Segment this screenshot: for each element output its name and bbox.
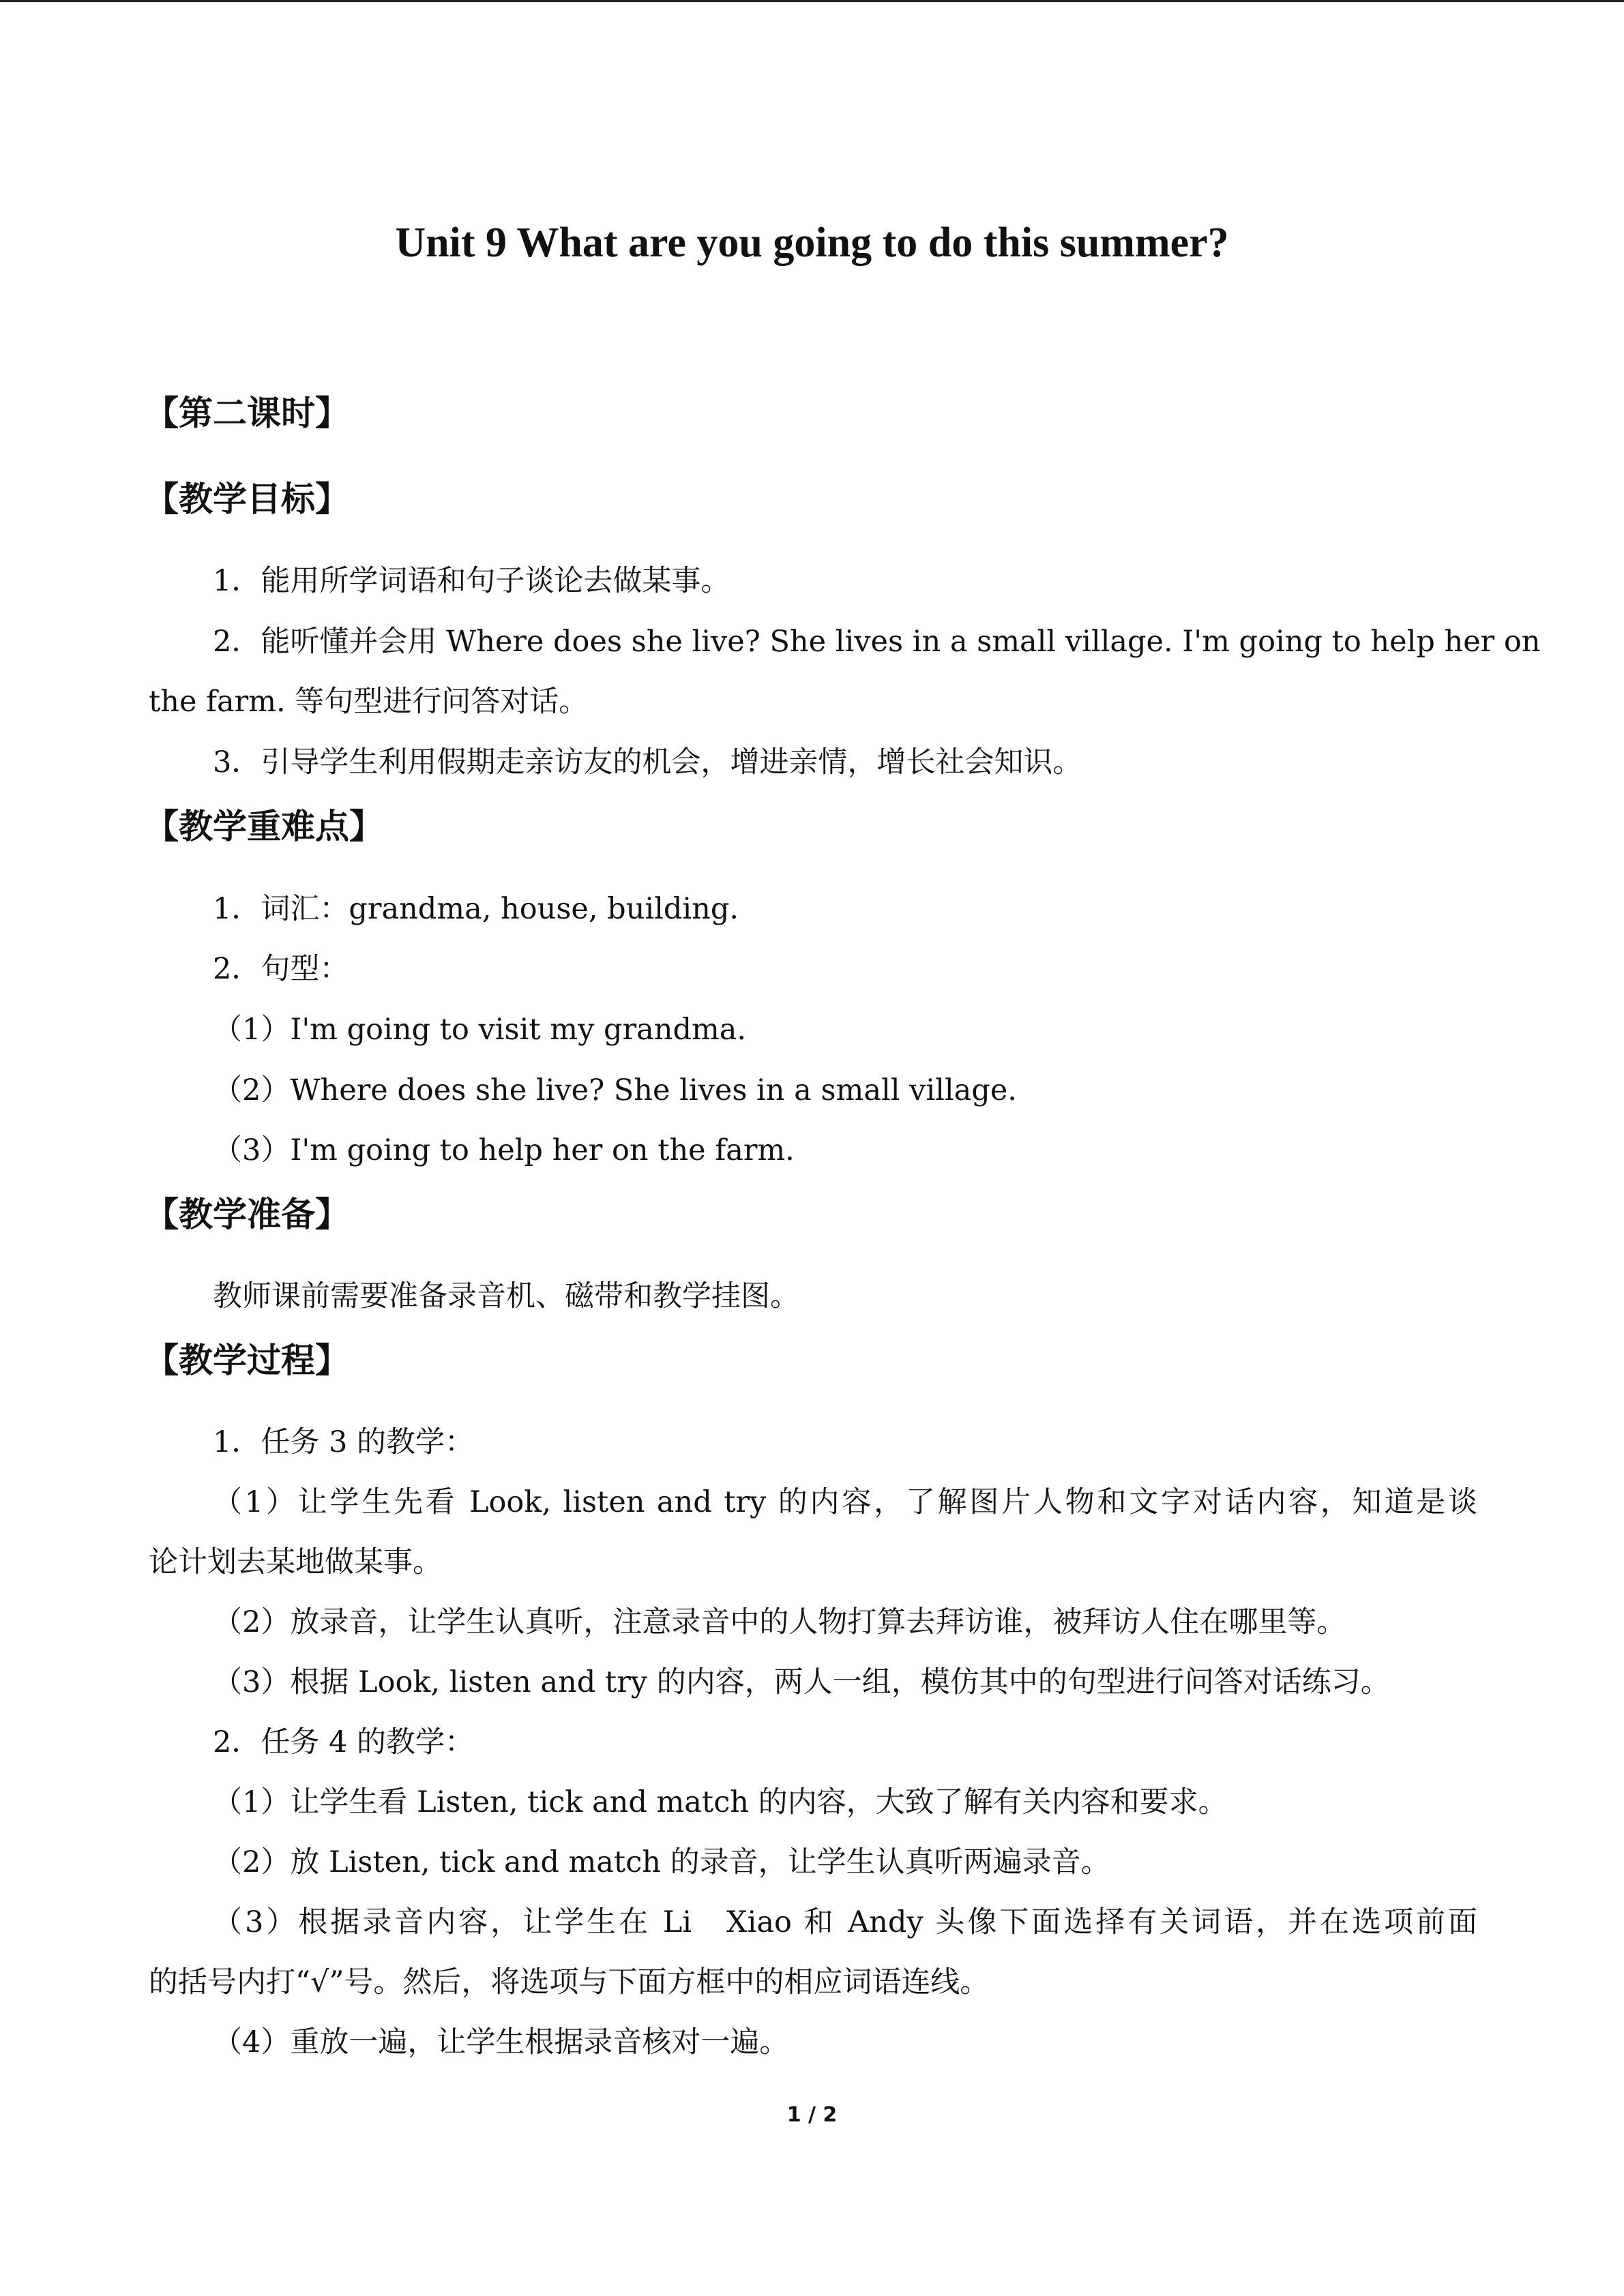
task-4-step-3-line-2: 的括号内打“√”号。然后，将选项与下面方框中的相应词语连线。 [149,1965,990,1999]
task-4-step-3-line-1: （3）根据录音内容，让学生在 Li Xiao 和 Andy 头像下面选择有关词语，并在选项前面 [213,1905,1477,1939]
key-points-sentence-2: （2）Where does she live? She lives in a small village. [213,1073,1017,1107]
task-3-step-1-line-2: 论计划去某地做某事。 [149,1545,442,1579]
preparation-text: 教师课前需要准备录音机、磁带和教学挂图。 [213,1279,799,1313]
task-3-step-2: （2）放录音，让学生认真听，注意录音中的人物打算去拜访谁，被拜访人住在哪里等。 [213,1605,1346,1639]
key-points-sentence-3: （3）I'm going to help her on the farm. [213,1133,795,1167]
page-top-border [0,0,1624,2]
key-points-sentence-1: （1）I'm going to visit my grandma. [213,1013,747,1047]
key-points-sentences-label: 2．句型： [213,952,349,986]
key-points-vocab: 1．词汇：grandma, house, building. [213,892,739,926]
task-3-step-1-line-1: （1）让学生先看 Look, listen and try 的内容，了解图片人物和文字对话内容，知道是谈 [213,1485,1477,1519]
task-3-label: 1．任务 3 的教学： [213,1425,475,1459]
objective-item-1: 1．能用所学词语和句子谈论去做某事。 [213,564,730,598]
objectives-heading: 【教学目标】 [145,479,349,519]
document-title: Unit 9 What are you going to do this summer? [395,220,1229,266]
process-heading: 【教学过程】 [145,1341,349,1380]
task-4-step-1: （1）让学生看 Listen, tick and match 的内容，大致了解有关内容和要求。 [213,1785,1228,1819]
task-4-step-4: （4）重放一遍，让学生根据录音核对一遍。 [213,2025,789,2059]
objective-item-2-line-1: 2．能听懂并会用 Where does she live? She lives in a small village. I'm going to help her on [213,625,1541,659]
lesson-heading: 【第二课时】 [145,393,349,433]
key-points-heading: 【教学重难点】 [145,807,383,846]
objective-item-3: 3．引导学生利用假期走亲访友的机会，增进亲情，增长社会知识。 [213,745,1082,779]
task-3-step-3: （3）根据 Look, listen and try 的内容，两人一组，模仿其中的句型进行问答对话练习。 [213,1665,1390,1699]
objective-item-2-line-2: the farm. 等句型进行问答对话。 [149,685,589,719]
task-4-step-2: （2）放 Listen, tick and match 的录音，让学生认真听两遍录音。 [213,1845,1110,1879]
page-number: 1 / 2 [786,2103,838,2127]
task-4-label: 2．任务 4 的教学： [213,1725,475,1759]
preparation-heading: 【教学准备】 [145,1195,349,1234]
